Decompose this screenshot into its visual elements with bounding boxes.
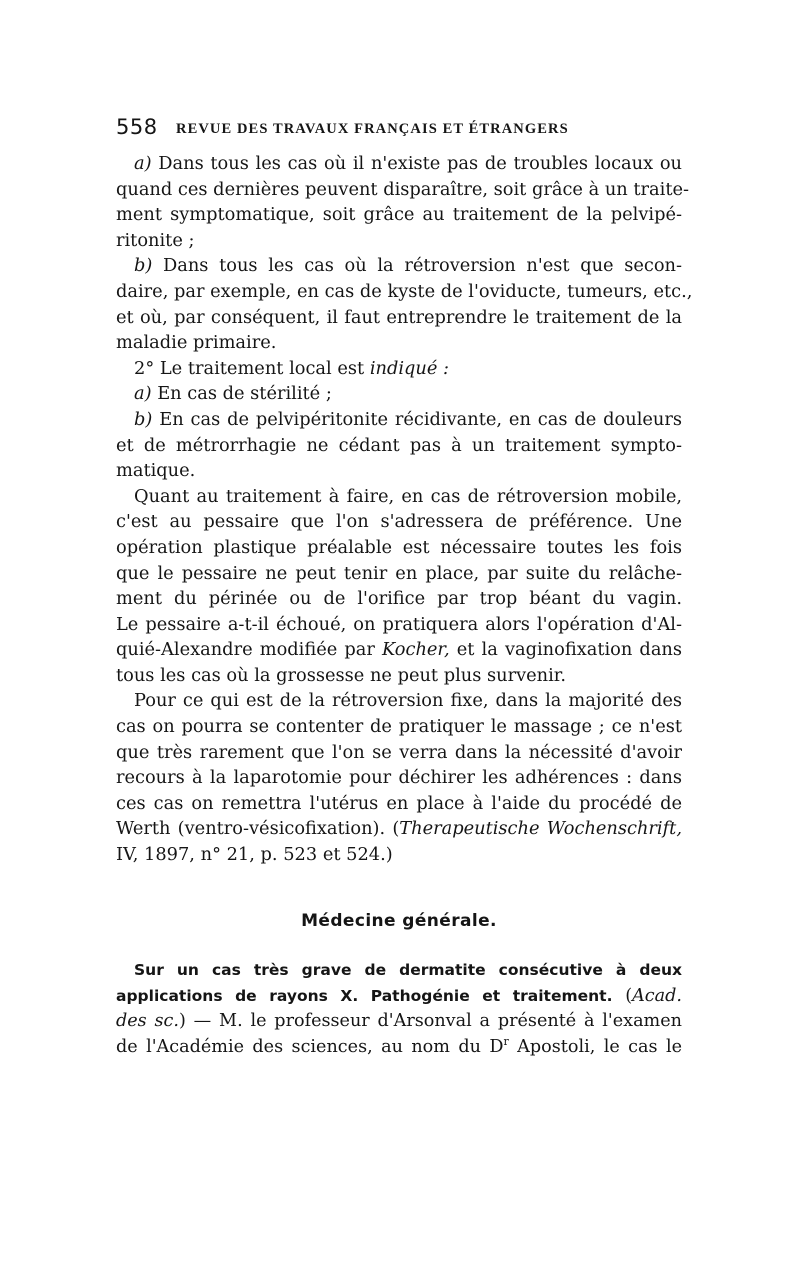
line-text: de l'Académie des sciences, au nom du D — [116, 1036, 504, 1057]
paragraph-line — [116, 151, 682, 177]
paragraph-line: ritonite ; — [116, 229, 195, 251]
paragraph-line — [116, 1009, 682, 1035]
line-text: Werth (ventro-vésicofixation). ( — [116, 818, 400, 840]
emphasis-text: indiqué : — [369, 357, 450, 379]
paragraph-line: matique. — [116, 460, 196, 482]
paragraph-line: et où, par conséquent, il faut entreprendre le traitement de la — [116, 306, 682, 328]
line-text: Dans tous les cas où la rétroversion n'est que secon- — [152, 255, 682, 277]
paragraph-line: c'est au pessaire que l'on s'adressera de préférence. Une — [116, 511, 682, 533]
paragraph-line: que très rarement que l'on se verra dans la nécessité d'avoir — [116, 741, 682, 763]
list-marker: b) — [134, 255, 153, 277]
line-text: En cas de pelvipéritonite récidivante, en cas de douleurs — [152, 408, 682, 430]
paragraph-line: maladie primaire. — [116, 332, 277, 354]
line-text: et la vaginofixation dans — [449, 639, 682, 661]
paragraph-line: quand ces dernières peuvent disparaître, soit grâce à un traite- — [116, 178, 690, 200]
running-head — [116, 114, 682, 144]
paragraph-line — [116, 637, 682, 663]
article-title: applications de rayons X. Pathogénie et traitement. — [116, 986, 613, 1005]
paragraph-line: recours à la laparotomie pour déchirer les adhérences : dans — [116, 767, 682, 789]
article-title: Sur un cas très grave de dermatite consécutive à deux — [134, 961, 682, 979]
paragraph-line: tous les cas où la grossesse ne peut plus survenir. — [116, 664, 567, 686]
paragraph-line — [116, 253, 682, 279]
paragraph-line — [116, 356, 682, 382]
paragraph-line — [116, 816, 682, 842]
line-text: ) — M. le professeur d'Arsonval a présenté à l'examen — [178, 1011, 682, 1032]
line-text: 2° Le traitement local est — [134, 357, 370, 379]
journal-title: Therapeutische Wochenschrift, — [399, 818, 682, 840]
list-marker: a) — [134, 383, 152, 405]
paragraph-line: Quant au traitement à faire, en cas de rétroversion mobile, — [134, 485, 682, 507]
line-text: En cas de stérilité ; — [151, 383, 332, 405]
source-abbrev: Acad. — [632, 985, 682, 1006]
line-text: ( — [612, 985, 633, 1006]
paragraph-line — [116, 407, 682, 433]
paragraph-line — [116, 1035, 682, 1061]
line-text: Dans tous les cas où il n'existe pas de troubles locaux ou — [151, 153, 682, 174]
emphasis-text: Kocher, — [381, 639, 450, 661]
article-title-line — [116, 958, 682, 984]
paragraph-line: daire, par exemple, en cas de kyste de l'oviducte, tumeurs, etc., — [116, 280, 693, 302]
article-title-line — [116, 984, 682, 1010]
paragraph-line: Pour ce qui est de la rétroversion fixe, dans la majorité des — [134, 690, 682, 712]
paragraph-line: ment symptomatique, soit grâce au traitement de la pelvipé- — [116, 204, 682, 226]
line-text: quié-Alexandre modifiée par — [116, 639, 382, 661]
paragraph-line: ment du périnée ou de l'orifice par trop béant du vagin. — [116, 588, 682, 610]
paragraph-line: que le pessaire ne peut tenir en place, par suite du relâche- — [116, 562, 682, 584]
paragraph-line: opération plastique préalable est nécessaire toutes les fois — [116, 536, 682, 558]
line-text: Apostoli, le cas le — [508, 1036, 682, 1057]
source-abbrev: des sc. — [116, 1011, 179, 1032]
running-title: REVUE DES TRAVAUX FRANÇAIS ET ÉTRANGERS — [176, 121, 569, 137]
page-number: 558 — [116, 115, 158, 139]
paragraph-line — [116, 381, 682, 407]
paragraph-line: cas on pourra se contenter de pratiquer le massage ; ce n'est — [116, 716, 682, 738]
superscript: r — [503, 1034, 509, 1048]
list-marker: a) — [134, 153, 152, 174]
list-marker: b) — [134, 408, 153, 430]
paragraph-line: Le pessaire a-t-il échoué, on pratiquera alors l'opération d'Al- — [116, 613, 682, 635]
body-text — [116, 151, 693, 868]
paragraph-line: IV, 1897, n° 21, p. 523 et 524.) — [116, 844, 393, 866]
article-text — [116, 958, 682, 1060]
paragraph-line: ces cas on remettra l'utérus en place à l'aide du procédé de — [116, 792, 682, 814]
section-title: Médecine générale. — [301, 911, 497, 931]
paragraph-line: et de métrorrhagie ne cédant pas à un traitement sympto- — [116, 434, 682, 456]
